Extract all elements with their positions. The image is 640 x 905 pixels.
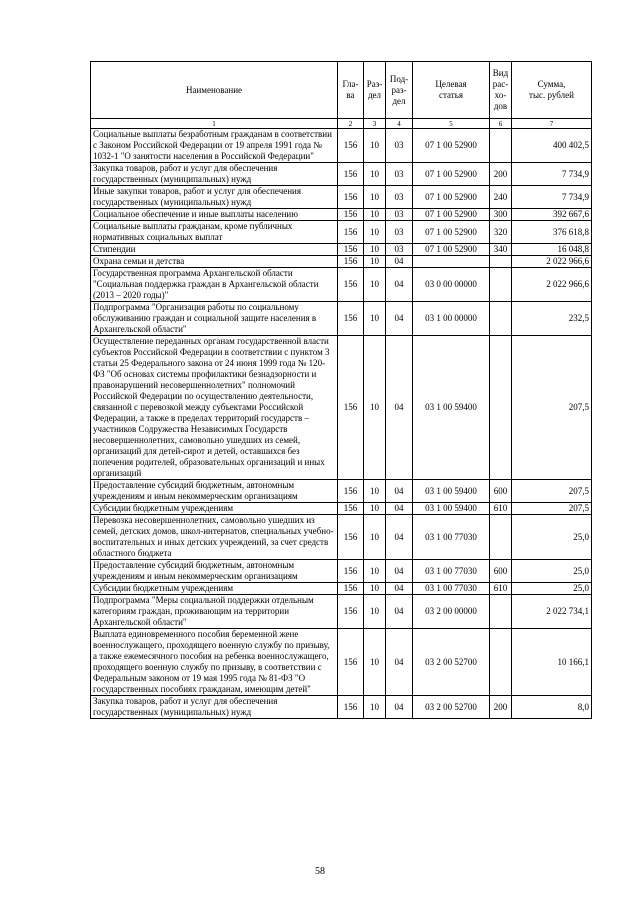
row-subsection: 04 [386,336,413,480]
row-expense-type [490,268,512,302]
row-chapter: 156 [338,268,364,302]
row-subsection: 04 [386,515,413,560]
row-section: 10 [364,268,386,302]
row-name: Социальное обеспечение и иные выплаты населению [91,209,338,221]
row-expense-type: 610 [490,503,512,515]
table-row [91,583,592,595]
header-chapter: Гла- ва [338,62,364,119]
row-subsection: 04 [386,302,413,336]
row-target-article: 03 1 00 77030 [413,515,490,560]
row-section: 10 [364,515,386,560]
row-target-article: 03 1 00 59400 [413,480,490,503]
row-target-article: 07 1 00 52900 [413,209,490,221]
row-chapter: 156 [338,186,364,209]
table-row [91,595,592,629]
row-name: Выплата единовременного пособия беременной жене военнослужащего, проходящего военную службу по призыву, а также ежемесячного пособия на ребенка военнослужащего, проходящего военную службу по призыву, в соответствии с Федеральным законом от 19 мая 1995 года № 81-ФЗ "О государственных пособиях гражданам, имеющим детей" [91,629,338,696]
column-number: 6 [490,119,512,129]
row-subsection: 03 [386,163,413,186]
header-amount: Сумма, тыс. рублей [512,62,592,119]
row-expense-type [490,256,512,268]
row-amount: 207,5 [512,503,592,515]
row-expense-type [490,129,512,163]
row-amount: 16 048,8 [512,244,592,256]
row-name: Государственная программа Архангельской области "Социальная поддержка граждан в Архангельской области (2013 – 2020 годы)" [91,268,338,302]
column-number: 7 [512,119,592,129]
table-row [91,503,592,515]
row-chapter: 156 [338,696,364,719]
row-section: 10 [364,629,386,696]
row-name: Предоставление субсидий бюджетным, автономным учреждениям и иным некоммерческим организациям [91,480,338,503]
row-subsection: 04 [386,629,413,696]
row-target-article: 07 1 00 52900 [413,221,490,244]
row-amount: 207,5 [512,480,592,503]
row-target-article: 03 1 00 00000 [413,302,490,336]
table-row [91,268,592,302]
row-amount: 376 618,8 [512,221,592,244]
row-target-article: 03 2 00 52700 [413,629,490,696]
row-section: 10 [364,221,386,244]
column-number: 3 [364,119,386,129]
row-name: Субсидии бюджетным учреждениям [91,503,338,515]
row-section: 10 [364,336,386,480]
row-expense-type: 200 [490,696,512,719]
row-subsection: 04 [386,595,413,629]
row-section: 10 [364,302,386,336]
row-target-article: 07 1 00 52900 [413,186,490,209]
header-target-article: Целевая статья [413,62,490,119]
row-expense-type [490,595,512,629]
row-expense-type: 300 [490,209,512,221]
row-target-article: 03 1 00 77030 [413,560,490,583]
row-name: Субсидии бюджетным учреждениям [91,583,338,595]
row-section: 10 [364,583,386,595]
table-header-row [91,62,592,119]
budget-table [90,61,592,719]
column-number: 5 [413,119,490,129]
table-row [91,129,592,163]
row-name: Перевозка несовершеннолетних, самовольно ушедших из семей, детских домов, школ-интернатов, специальных учебно-воспитательных и иных детских учреждений, за счет средств областного бюджета [91,515,338,560]
row-target-article [413,256,490,268]
row-section: 10 [364,503,386,515]
row-name: Подпрограмма "Организация работы по социальному обслуживанию граждан и социальной защите населения в Архангельской области" [91,302,338,336]
row-amount: 400 402,5 [512,129,592,163]
row-amount: 207,5 [512,336,592,480]
row-amount: 232,5 [512,302,592,336]
row-subsection: 03 [386,129,413,163]
row-amount: 2 022 966,6 [512,256,592,268]
row-section: 10 [364,595,386,629]
row-amount: 392 667,6 [512,209,592,221]
column-number: 2 [338,119,364,129]
row-name: Социальные выплаты гражданам, кроме публичных нормативных социальных выплат [91,221,338,244]
table-row [91,302,592,336]
row-expense-type: 600 [490,560,512,583]
row-amount: 2 022 966,6 [512,268,592,302]
row-chapter: 156 [338,221,364,244]
row-expense-type: 320 [490,221,512,244]
row-subsection: 03 [386,244,413,256]
row-target-article: 03 2 00 52700 [413,696,490,719]
row-expense-type [490,302,512,336]
row-chapter: 156 [338,583,364,595]
row-amount: 2 022 734,1 [512,595,592,629]
row-subsection: 04 [386,480,413,503]
row-amount: 7 734,9 [512,163,592,186]
table-row [91,163,592,186]
table-row [91,696,592,719]
row-chapter: 156 [338,209,364,221]
row-expense-type [490,515,512,560]
row-target-article: 03 1 00 77030 [413,583,490,595]
row-expense-type [490,336,512,480]
row-section: 10 [364,480,386,503]
row-subsection: 04 [386,256,413,268]
header-section: Раз- дел [364,62,386,119]
row-section: 10 [364,209,386,221]
table-body [91,129,592,719]
row-chapter: 156 [338,560,364,583]
row-expense-type: 610 [490,583,512,595]
row-chapter: 156 [338,503,364,515]
row-name: Закупка товаров, работ и услуг для обеспечения государственных (муниципальных) нужд [91,163,338,186]
row-chapter: 156 [338,515,364,560]
row-name: Закупка товаров, работ и услуг для обеспечения государственных (муниципальных) нужд [91,696,338,719]
header-name: Наименование [91,62,338,119]
page-number: 58 [315,866,325,877]
column-number: 1 [91,119,338,129]
row-expense-type [490,629,512,696]
row-amount: 10 166,1 [512,629,592,696]
column-number-row [91,119,592,129]
row-name: Иные закупки товаров, работ и услуг для обеспечения государственных (муниципальных) нужд [91,186,338,209]
row-expense-type: 340 [490,244,512,256]
row-expense-type: 240 [490,186,512,209]
table-row [91,515,592,560]
row-target-article: 07 1 00 52900 [413,129,490,163]
row-section: 10 [364,129,386,163]
table-row [91,480,592,503]
row-chapter: 156 [338,629,364,696]
row-section: 10 [364,560,386,583]
row-chapter: 156 [338,595,364,629]
row-name: Осуществление переданных органам государственной власти субъектов Российской Федерации в соответствии с пунктом 3 статьи 25 Федерального закона от 24 июня 1999 года № 120-ФЗ "Об основах системы профилактики безнадзорности и правонарушений несовершеннолетних" полномочий Российской Федерации по осуществлению деятельности, связанной с перевозкой между субъектами Российской Федерации, а также в пределах территорий государств – участников Содружества Независимых Государств несовершеннолетних, самовольно ушедших из семей, организаций для детей-сирот и детей, оставшихся без попечения родителей, образовательных организаций и иных организаций [91,336,338,480]
row-subsection: 04 [386,583,413,595]
table-row [91,256,592,268]
table-row [91,560,592,583]
row-target-article: 03 1 00 59400 [413,503,490,515]
row-subsection: 04 [386,503,413,515]
row-target-article: 03 0 00 00000 [413,268,490,302]
row-chapter: 156 [338,336,364,480]
row-amount: 25,0 [512,583,592,595]
row-target-article: 07 1 00 52900 [413,244,490,256]
header-subsection: Под- раз- дел [386,62,413,119]
row-name: Предоставление субсидий бюджетным, автономным учреждениям и иным некоммерческим организациям [91,560,338,583]
row-chapter: 156 [338,480,364,503]
table-row [91,336,592,480]
row-expense-type: 600 [490,480,512,503]
row-amount: 7 734,9 [512,186,592,209]
row-chapter: 156 [338,256,364,268]
row-chapter: 156 [338,302,364,336]
row-name: Охрана семьи и детства [91,256,338,268]
row-section: 10 [364,256,386,268]
table-row [91,244,592,256]
row-expense-type: 200 [490,163,512,186]
row-chapter: 156 [338,129,364,163]
row-section: 10 [364,244,386,256]
row-target-article: 07 1 00 52900 [413,163,490,186]
row-amount: 25,0 [512,560,592,583]
row-subsection: 03 [386,209,413,221]
row-name: Социальные выплаты безработным гражданам в соответствии с Законом Российской Федерации от 19 апреля 1991 года № 1032-1 "О занятости населения в Российской Федерации" [91,129,338,163]
row-section: 10 [364,696,386,719]
row-subsection: 03 [386,186,413,209]
row-subsection: 04 [386,560,413,583]
row-target-article: 03 1 00 59400 [413,336,490,480]
table-row [91,209,592,221]
row-subsection: 04 [386,696,413,719]
row-subsection: 04 [386,268,413,302]
header-expense-type: Вид рас- хо- дов [490,62,512,119]
row-amount: 8,0 [512,696,592,719]
row-subsection: 03 [386,221,413,244]
table-row [91,221,592,244]
table-row [91,629,592,696]
row-name: Подпрограмма "Меры социальной поддержки отдельным категориям граждан, проживающим на территории Архангельской области" [91,595,338,629]
row-chapter: 156 [338,163,364,186]
row-section: 10 [364,186,386,209]
row-amount: 25,0 [512,515,592,560]
row-section: 10 [364,163,386,186]
column-number: 4 [386,119,413,129]
row-name: Стипендии [91,244,338,256]
row-target-article: 03 2 00 00000 [413,595,490,629]
row-chapter: 156 [338,244,364,256]
table-row [91,186,592,209]
